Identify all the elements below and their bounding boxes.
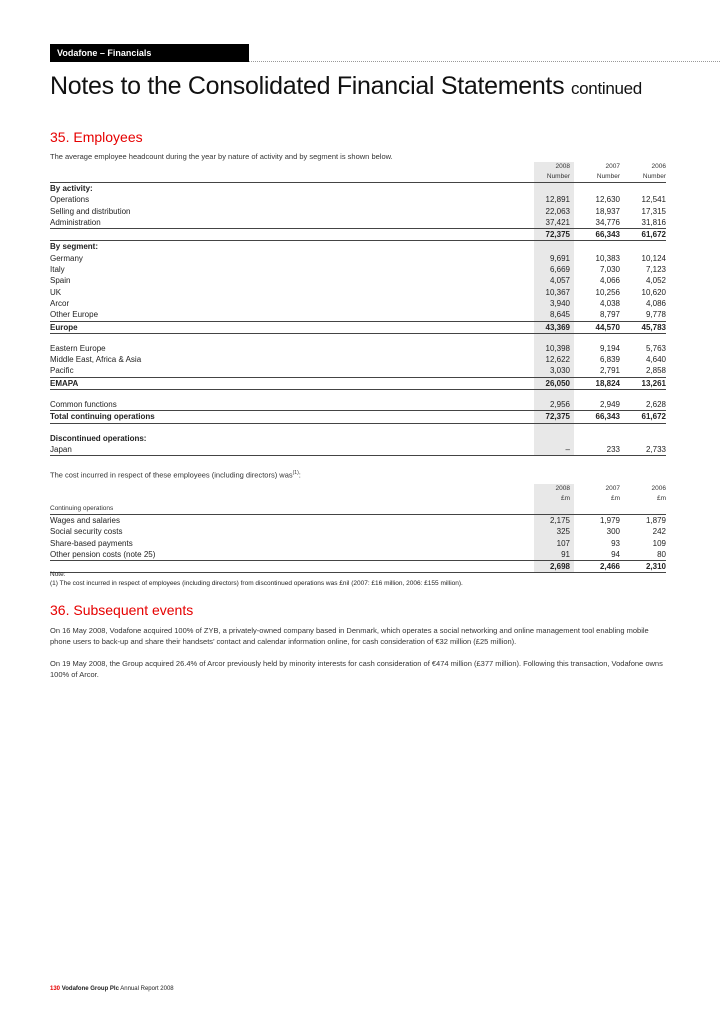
row-label: Arcor: [50, 298, 70, 308]
row-label: Eastern Europe: [50, 343, 106, 353]
cell: 233: [606, 444, 620, 454]
unit-header-row: [50, 172, 666, 183]
year-header-row: [50, 484, 666, 494]
cell: 9,778: [645, 310, 666, 320]
cell: 1,979: [599, 516, 620, 525]
unit-2008: £m: [560, 495, 570, 502]
total-continuing-row: [50, 410, 666, 423]
group-label: Discontinued operations:: [50, 433, 147, 443]
cell: 61,672: [641, 412, 666, 422]
cell: 2,698: [549, 562, 570, 572]
unit-2007: Number: [596, 173, 620, 180]
cell: 22,063: [545, 206, 570, 216]
cell: 5,763: [645, 343, 666, 353]
table-row: [50, 354, 666, 365]
row-label: UK: [50, 287, 62, 297]
unit-2008: Number: [546, 173, 570, 180]
row-label: Share-based payments: [50, 538, 133, 548]
row-label: Operations: [50, 195, 90, 205]
cost-footnote-ref: (1): [292, 470, 299, 476]
cell: 4,640: [645, 355, 666, 365]
subsequent-events-heading: 36. Subsequent events: [50, 602, 194, 618]
table-row: [50, 538, 666, 549]
common-functions-row: [50, 399, 666, 410]
cost-intro-end: :: [298, 470, 301, 480]
cell: 109: [652, 538, 666, 548]
cell: 9,194: [599, 343, 620, 353]
cell: 7,030: [599, 265, 620, 275]
spacer: [50, 390, 666, 399]
unit-2006: £m: [656, 495, 666, 502]
row-label: Pacific: [50, 366, 74, 376]
table-row: [50, 194, 666, 205]
cell: 9,691: [549, 253, 570, 263]
section-header-bar: [50, 44, 249, 62]
table-row: [50, 253, 666, 264]
cell: 93: [611, 538, 620, 548]
row-label: Italy: [50, 265, 65, 275]
group-label: By activity:: [50, 184, 93, 193]
cell: 4,066: [599, 276, 620, 286]
employees-heading: 35. Employees: [50, 129, 143, 145]
unit-header-row: [50, 494, 666, 504]
cell: 18,937: [595, 206, 620, 216]
cell: 2,466: [599, 562, 620, 572]
year-2006: 2006: [651, 163, 666, 170]
table-row: [50, 264, 666, 275]
table-row: [50, 217, 666, 228]
cost-intro-text: The cost incurred in respect of these employees (including directors) was: [50, 470, 293, 480]
footer-company: Vodafone Group Plc: [61, 986, 119, 992]
cell: 2,956: [549, 400, 570, 410]
table-row: [50, 309, 666, 320]
cell: 6,839: [599, 355, 620, 365]
unit-2007: £m: [610, 495, 620, 502]
cell: 325: [556, 527, 570, 537]
cost-table: [50, 484, 666, 573]
row-label: Spain: [50, 276, 71, 286]
cell: 91: [561, 549, 570, 559]
spacer: [50, 334, 666, 343]
cost-total-row: [50, 560, 666, 573]
by-activity-label-row: [50, 183, 666, 194]
cell: 4,086: [645, 298, 666, 308]
cell: 2,733: [645, 444, 666, 454]
cell: 17,315: [641, 206, 666, 216]
year-2007: 2007: [605, 485, 620, 492]
cost-intro: [50, 470, 301, 480]
cell: 8,645: [549, 310, 570, 320]
cell: 80: [657, 549, 666, 559]
headcount-table: [50, 162, 666, 456]
row-label: Wages and salaries: [50, 516, 120, 525]
emapa-subtotal-row: [50, 377, 666, 390]
year-2007: 2007: [605, 163, 620, 170]
cell: 94: [611, 549, 620, 559]
cell: 12,541: [641, 195, 666, 205]
subsequent-events-paragraph-2: On 19 May 2008, the Group acquired 26.4% of Arcor previously held by minority interests for cash consideration of €474 million (£377 million). Following this transaction, Vodafone owns 100% of Arcor.: [50, 659, 663, 679]
row-label: Other Europe: [50, 310, 99, 320]
cell: 10,256: [595, 287, 620, 297]
cell: 72,375: [545, 230, 570, 240]
cell: 2,175: [549, 516, 570, 525]
sub-label: Continuing operations: [50, 505, 114, 512]
cell: 45,783: [641, 322, 666, 332]
cell: 4,038: [599, 298, 620, 308]
year-2008: 2008: [555, 163, 570, 170]
year-2006: 2006: [651, 485, 666, 492]
cell: 34,776: [595, 217, 620, 227]
cell: 10,383: [595, 253, 620, 263]
continuing-operations-label-row: [50, 504, 666, 515]
cell: 72,375: [545, 412, 570, 422]
table-row: [50, 298, 666, 309]
row-label: Europe: [50, 322, 78, 332]
cell: 7,123: [645, 265, 666, 275]
cell: 2,310: [645, 562, 666, 572]
cell: 61,672: [641, 230, 666, 240]
cell: 242: [652, 527, 666, 537]
row-label: EMAPA: [50, 378, 79, 388]
subsequent-events-paragraph-1: On 16 May 2008, Vodafone acquired 100% of ZYB, a privately-owned company based in Denmark, which operates a social networking and online management tool enabling mobile phone users to back-up and share their handsets’ contact and calendar information online, for cash consideration of €32 million (£25 million).: [50, 626, 649, 646]
row-label: Middle East, Africa & Asia: [50, 355, 142, 365]
row-label: Germany: [50, 253, 83, 263]
cell: 6,669: [549, 265, 570, 275]
table-row: [50, 515, 666, 526]
page-title-main: Notes to the Consolidated Financial Statements: [50, 72, 565, 100]
cell: 13,261: [641, 378, 666, 388]
cell: 12,630: [595, 195, 620, 205]
cell: 8,797: [599, 310, 620, 320]
cell: 66,343: [595, 230, 620, 240]
cell: 18,824: [595, 378, 620, 388]
cell: 4,057: [549, 276, 570, 286]
cell: 2,949: [599, 400, 620, 410]
table-row: [50, 343, 666, 354]
table-row: [50, 526, 666, 537]
cell: 1,879: [645, 516, 666, 525]
cell: 3,030: [549, 366, 570, 376]
section-label: Vodafone – Financials: [57, 48, 152, 58]
page-number: 130: [50, 986, 61, 992]
table-row: [50, 549, 666, 560]
note-label: Note:: [50, 571, 66, 578]
cell: –: [565, 444, 570, 454]
row-label: Social security costs: [50, 527, 123, 537]
row-label: Japan: [50, 444, 72, 454]
cell: 2,791: [599, 366, 620, 376]
cell: 2,628: [645, 400, 666, 410]
year-header-row: [50, 162, 666, 172]
cell: 300: [606, 527, 620, 537]
spacer: [50, 424, 666, 433]
page-title-suffix: continued: [570, 79, 642, 98]
footer-report: Annual Report 2008: [120, 986, 174, 992]
europe-subtotal-row: [50, 321, 666, 334]
activity-total-row: [50, 228, 666, 241]
unit-2006: Number: [642, 173, 666, 180]
employees-intro: The average employee headcount during the year by nature of activity and by segment is shown below.: [50, 152, 393, 161]
group-label: By segment:: [50, 242, 99, 252]
cell: 12,622: [545, 355, 570, 365]
row-label: Total continuing operations: [50, 412, 155, 422]
row-label: Other pension costs (note 25): [50, 549, 156, 559]
table-row: [50, 206, 666, 217]
row-label: Selling and distribution: [50, 206, 131, 216]
discontinued-label-row: [50, 433, 666, 444]
cell: 107: [556, 538, 570, 548]
cell: 3,940: [549, 298, 570, 308]
year-2008: 2008: [555, 485, 570, 492]
table-row: [50, 287, 666, 298]
cell: 43,369: [545, 322, 570, 332]
cell: 10,620: [641, 287, 666, 297]
cell: 31,816: [641, 217, 666, 227]
cell: 37,421: [545, 217, 570, 227]
page-footer: [50, 986, 174, 992]
row-label: Administration: [50, 217, 101, 227]
cell: 12,891: [545, 195, 570, 205]
cell: 2,858: [645, 366, 666, 376]
header-rule: [249, 61, 720, 62]
page-title: [50, 72, 642, 101]
cell: 66,343: [595, 412, 620, 422]
japan-row: [50, 444, 666, 456]
cell: 4,052: [645, 276, 666, 286]
table-row: [50, 365, 666, 376]
cell: 10,367: [545, 287, 570, 297]
table-row: [50, 275, 666, 286]
cell: 10,124: [641, 253, 666, 263]
row-label: Common functions: [50, 400, 117, 410]
cell: 26,050: [545, 378, 570, 388]
cell: 44,570: [595, 322, 620, 332]
note-text: (1) The cost incurred in respect of employees (including directors) from discontinued operations was £nil (2007: £16 million, 2006: £155 million).: [50, 580, 463, 587]
by-segment-label-row: [50, 241, 666, 252]
cell: 10,398: [545, 343, 570, 353]
